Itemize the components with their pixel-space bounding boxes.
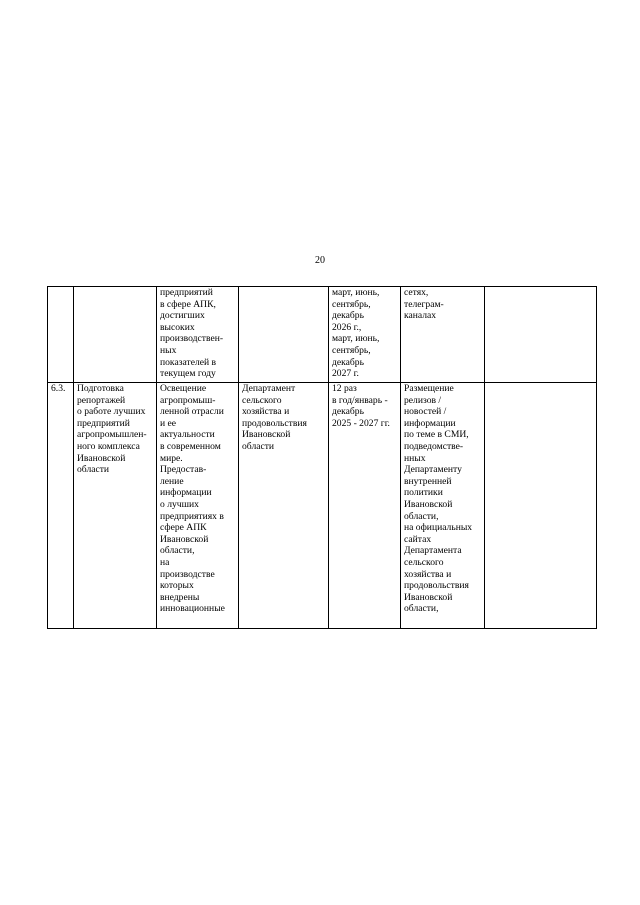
cell-timing: 12 раз в год/январь - декабрь 2025 - 2027 гг.	[329, 383, 401, 629]
cell-event-title	[74, 287, 157, 383]
cell-executor	[239, 287, 329, 383]
cell-number: 6.3.	[48, 383, 74, 629]
cell-number	[48, 287, 74, 383]
table-row	[48, 383, 597, 629]
cell-notes	[485, 287, 597, 383]
cell-executor: Департамент сельского хозяйства и продовольствия Ивановской области	[239, 383, 329, 629]
cell-event-title: Подготовка репортажей о работе лучших предприятий агропромышлен- ного комплекса Ивановской области	[74, 383, 157, 629]
cell-notes	[485, 383, 597, 629]
table-row	[48, 287, 597, 383]
page-number: 20	[315, 255, 325, 266]
cell-placement: сетях, телеграм- каналах	[401, 287, 485, 383]
cell-description: Освещение агропромыш- ленной отрасли и ее актуальности в современном мире. Предостав- ление информации о лучших предприятиях в сфере АПК Ивановской области, на производстве которых внедрены инновационные	[157, 383, 239, 629]
cell-timing: март, июнь, сентябрь, декабрь 2026 г., март, июнь, сентябрь, декабрь 2027 г.	[329, 287, 401, 383]
cell-placement: Размещение релизов / новостей / информации по теме в СМИ, подведомстве- нных Департаменту внутренней политики Ивановской области, на официальных сайтах Департамента сельского хозяйства и продовольствия Ивановской области,	[401, 383, 485, 629]
cell-description: предприятий в сфере АПК, достигших высоких производствен- ных показателей в текущем году	[157, 287, 239, 383]
plan-table	[47, 286, 597, 629]
